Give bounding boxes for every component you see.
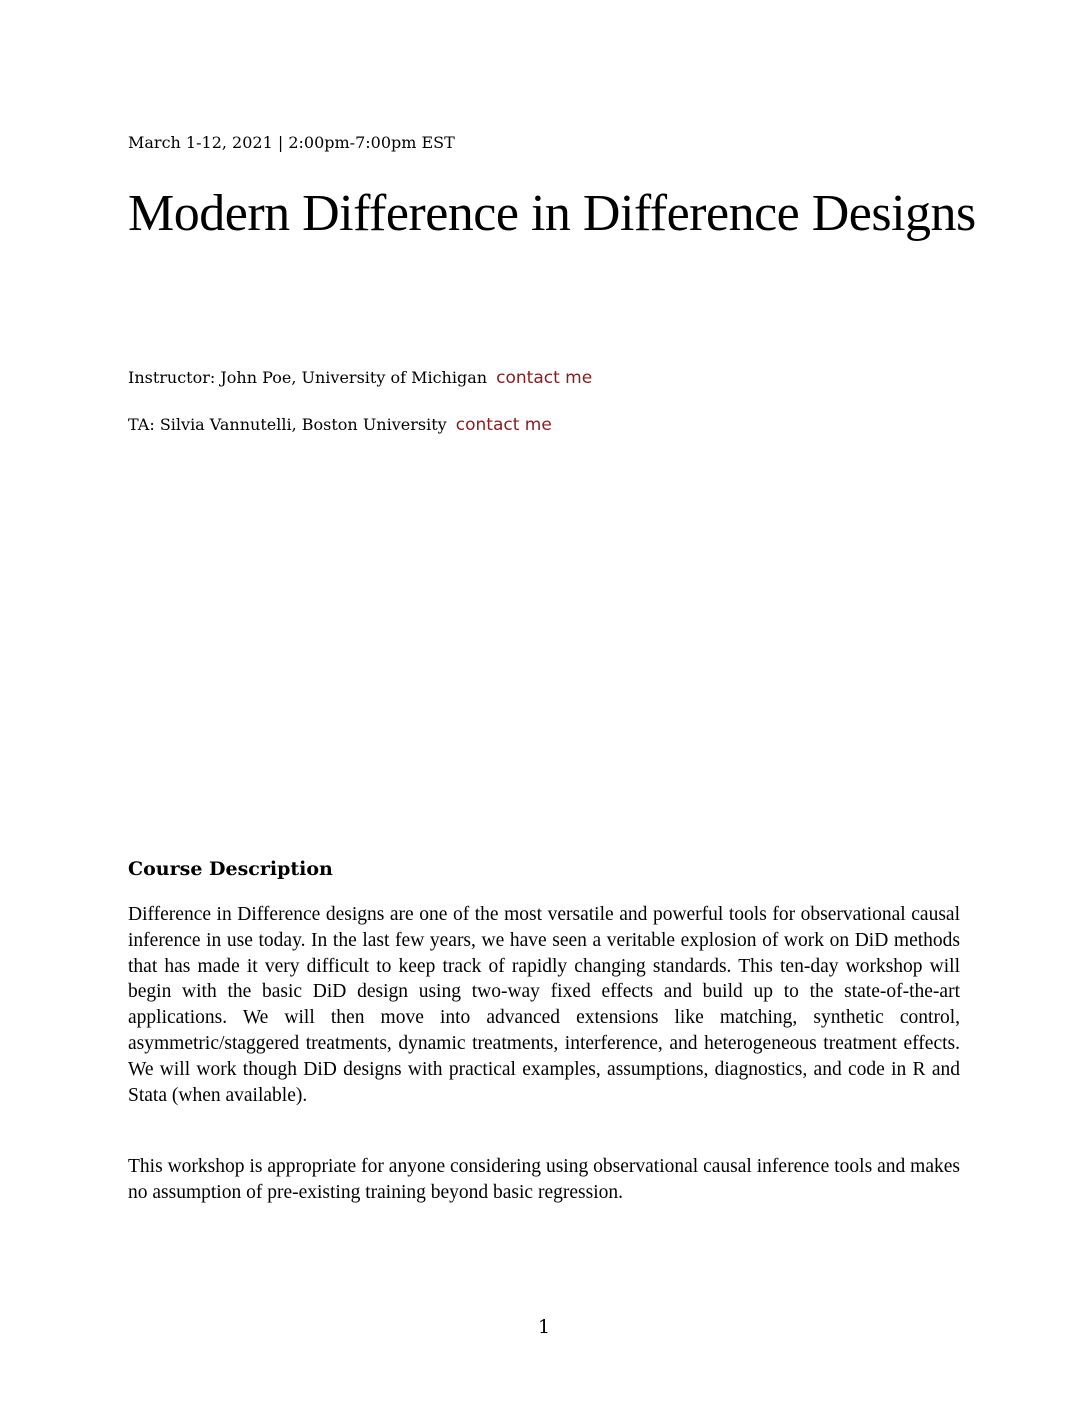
course-description-heading: Course Description: [128, 858, 333, 880]
page-number: 1: [537, 1316, 551, 1338]
ta-line: [128, 414, 552, 436]
instructor-line: [128, 367, 592, 389]
audience-paragraph: This workshop is appropriate for anyone considering using observational causal inference tools and makes no assumption of pre-existing training beyond basic regression.: [128, 1156, 960, 1203]
ta-text: TA: Silvia Vannutelli, Boston University: [128, 415, 447, 434]
instructor-text: Instructor: John Poe, University of Michigan: [128, 368, 488, 387]
course-description-paragraph: Difference in Difference designs are one of the most versatile and powerful tools for observational causal inference in use today. In the last few years, we have seen a veritable explosion of work on DiD methods that has made it very difficult to keep track of rapidly changing standards. This ten-day workshop will begin with the basic DiD design using two-way fixed effects and build up to the state-of-the-art applications. We will then move into advanced extensions like matching, synthetic control, asymmetric/staggered treatments, dynamic treatments, interference, and heterogeneous treatment effects. We will work though DiD designs with practical examples, assumptions, diagnostics, and code in R and Stata (when available).: [128, 904, 960, 1106]
page-title: Modern Difference in Difference Designs: [128, 185, 976, 242]
date-line: March 1-12, 2021 | 2:00pm-7:00pm EST: [128, 133, 455, 152]
ta-contact-link[interactable]: contact me: [455, 415, 552, 435]
instructor-contact-link[interactable]: contact me: [496, 368, 593, 388]
